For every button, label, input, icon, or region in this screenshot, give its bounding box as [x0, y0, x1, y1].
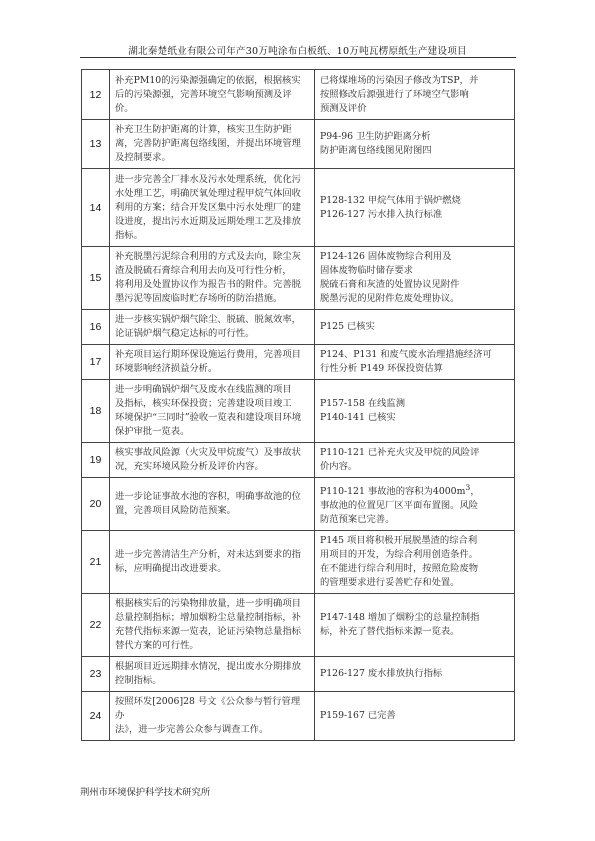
- response-line: 价内容。: [320, 461, 358, 472]
- requirement-line: 法》，进一步完善公众参与调查工作。: [115, 724, 269, 736]
- response-line: P147-148 增加了烟粉尘的总量控制指: [320, 612, 480, 624]
- response-line: P157-158 在线监测: [320, 398, 406, 409]
- row-number: 13: [82, 120, 110, 169]
- table-row: [82, 478, 515, 531]
- table-row: [82, 247, 515, 310]
- revision-response: [315, 247, 515, 310]
- response-line: 在不能进行综合利用时，按照危险废物: [320, 563, 479, 575]
- review-requirement: [110, 478, 315, 531]
- requirement-line: 进一步完善清洁生产分析，对未达到要求的指: [115, 549, 301, 561]
- table-row: [82, 169, 515, 247]
- requirement-line: 标，应明确提出改进要求。: [115, 563, 227, 575]
- response-line: P125 已核实: [320, 321, 375, 332]
- row-number: 12: [82, 70, 110, 120]
- response-line: P159-167 已完善: [320, 710, 396, 722]
- requirement-line: 补充项目运行期环保设施运行费用，完善项目: [115, 349, 301, 360]
- revision-response: [315, 345, 515, 380]
- review-requirement: [110, 247, 315, 310]
- revision-response: [315, 531, 515, 594]
- requirement-line: 充替代指标来源一览表，论证污染物总量指标: [115, 626, 301, 638]
- response-line: 行性分析 P149 环保投资估算: [320, 363, 443, 374]
- review-response-table: [81, 69, 515, 741]
- requirement-line: 按照环发[2006]28 号文《公众参与暂行管理办: [115, 696, 301, 722]
- response-line: P124、P131 和废气废水治理措施经济可: [320, 349, 492, 360]
- review-requirement: [110, 310, 315, 345]
- response-line: 事故池的位置见厂区平面布置图。风险: [320, 500, 479, 512]
- revision-response: [315, 310, 515, 345]
- row-number: 18: [82, 380, 110, 443]
- table-row: [82, 380, 515, 443]
- row-number: 16: [82, 310, 110, 345]
- revision-response: [315, 120, 515, 169]
- response-line: P126-127 污水排入执行标准: [320, 208, 443, 220]
- requirement-line: 补充脱墨污泥综合利用的方式及去向，除尘灰: [115, 251, 301, 262]
- review-requirement: [110, 70, 315, 120]
- table-row: [82, 657, 515, 692]
- requirement-line: 将利用及处置协议作为报告书的附件。完善脱: [115, 279, 301, 290]
- requirement-line: 环境影响经济损益分析。: [115, 363, 218, 374]
- row-number: 14: [82, 169, 110, 247]
- table-row: [82, 310, 515, 345]
- requirement-line: 控制指标。: [115, 675, 162, 687]
- row-number: 19: [82, 443, 110, 478]
- review-requirement: [110, 380, 315, 443]
- response-line: P110-121 已补充火灾及甲烷的风险评: [320, 447, 480, 458]
- response-line: 防护距离包络线图见附图四: [320, 145, 432, 156]
- requirement-line: 论证锅炉烟气稳定达标的可行性。: [115, 328, 255, 339]
- requirement-line: 补充卫生防护距离的计算，核实卫生防护距: [115, 124, 292, 135]
- response-line: 标，补充了替代指标来源一览表。: [320, 626, 460, 638]
- response-line: 的管理要求进行妥善贮存和处置。: [320, 577, 460, 589]
- requirement-line: 保护审批一览表。: [115, 426, 190, 437]
- response-line: P124-126 固体废物综合利用及: [320, 251, 452, 262]
- response-line: P128-132 甲烷气体用于锅炉燃烧: [320, 194, 461, 206]
- requirement-line: 设进度，提出污水近期及远期处理工艺及排放: [115, 215, 301, 227]
- table-row: [82, 345, 515, 380]
- requirement-line: 及控制要求。: [115, 152, 171, 163]
- review-requirement: [110, 594, 315, 657]
- response-line: 用项目的开发，为综合利用创造条件。: [320, 549, 479, 561]
- row-number: 22: [82, 594, 110, 657]
- revision-response: [315, 692, 515, 741]
- requirement-line: 进一步明确锅炉烟气及废水在线监测的项目: [115, 384, 292, 395]
- response-line: 已将煤堆场的污染因子修改为TSP，并: [320, 74, 479, 86]
- review-requirement: [110, 657, 315, 692]
- requirement-line: 核实事故风险源（火灾及甲烷废气）及事故状: [115, 447, 301, 458]
- requirement-line: 总量控制指标；增加烟粉尘总量控制指标，补: [115, 612, 301, 624]
- review-requirement: [110, 531, 315, 594]
- revision-response: [315, 478, 515, 531]
- requirement-line: 墨污泥等固废临时贮存场所的防治措施。: [115, 293, 283, 304]
- row-number: 21: [82, 531, 110, 594]
- revision-response: [315, 169, 515, 247]
- table-row: [82, 692, 515, 741]
- requirement-line: 及指标，核实环保投资；完善建设项目竣工: [115, 398, 292, 409]
- row-number: 15: [82, 247, 110, 310]
- requirement-line: 价。: [115, 102, 134, 114]
- revision-response: [315, 657, 515, 692]
- row-number: 20: [82, 478, 110, 531]
- response-line: 按照修改后源强进行了环境空气影响: [320, 88, 469, 100]
- requirement-line: 后的污染源强，完善环境空气影响预测及评: [115, 88, 292, 100]
- review-requirement: [110, 120, 315, 169]
- response-line: 脱硫石膏和灰渣的处置协议见附件: [320, 279, 460, 290]
- requirement-line: 根据项目近远期排水情况，提出废水分期排放: [115, 661, 301, 673]
- requirement-line: 进一步核实锅炉烟气除尘、脱硫、脱氮效率，: [115, 314, 301, 325]
- row-number: 23: [82, 657, 110, 692]
- revision-response: [315, 594, 515, 657]
- response-line: P145 项目将积极开展脱墨渣的综合利: [320, 535, 478, 547]
- header-divider: [80, 57, 516, 58]
- requirement-line: 进一步论证事故水池的容积，明确事故池的位: [115, 491, 301, 503]
- review-requirement: [110, 169, 315, 247]
- requirement-line: 水处理工艺，明确厌氧处理过程甲烷气体回收: [115, 187, 301, 199]
- table-row: [82, 531, 515, 594]
- table-row: [82, 70, 515, 120]
- response-line: P110-121 事故池的容积为$4000m^3$，: [320, 483, 480, 498]
- revision-response: [315, 70, 515, 120]
- review-requirement: [110, 345, 315, 380]
- requirement-line: 利用的方案；结合开发区集中污水处理厂的建: [115, 201, 301, 213]
- response-line: 脱墨污泥的见附件危废处理协议。: [320, 293, 460, 304]
- table-row: [82, 443, 515, 478]
- requirement-line: 环境保护“三同时”验收一览表和建设项目环境: [115, 412, 302, 423]
- row-number: 24: [82, 692, 110, 741]
- requirement-line: 进一步完善全厂排水及污水处理系统，优化污: [115, 173, 301, 185]
- requirement-line: 替代方案的可行性。: [115, 640, 199, 652]
- requirement-line: 置，完善项目风险防范预案。: [115, 505, 236, 517]
- revision-response: [315, 380, 515, 443]
- response-line: 固体废物临时储存要求: [320, 265, 413, 276]
- requirement-line: 补充PM10的污染源强确定的依据，根据核实: [115, 74, 301, 86]
- table-row: [82, 120, 515, 169]
- response-line: P126-127 废水排放执行指标: [320, 668, 443, 680]
- page-footer-org: 荆州市环境保护科学技术研究所: [80, 787, 211, 798]
- row-number: 17: [82, 345, 110, 380]
- requirement-line: 指标。: [115, 229, 143, 241]
- requirement-line: 况，充实环境风险分析及评价内容。: [115, 461, 264, 472]
- requirement-line: 渣及脱硫石膏综合利用去向及可行性分析，: [115, 265, 292, 276]
- requirement-line: 离，完善防护距离包络线图，并提出环境管理: [115, 138, 301, 149]
- revision-response: [315, 443, 515, 478]
- response-line: P140-141 已核实: [320, 412, 396, 423]
- page-header-title: 湖北秦楚纸业有限公司年产30万吨涂布白板纸、10万吨瓦楞原纸生产建设项目: [128, 46, 467, 57]
- review-requirement: [110, 443, 315, 478]
- review-requirement: [110, 692, 315, 741]
- requirement-line: 根据核实后的污染物排放量，进一步明确项目: [115, 598, 301, 610]
- response-line: 防范预案已完善。: [320, 514, 395, 526]
- response-line: P94-96 卫生防护距离分析: [320, 131, 431, 142]
- response-line: 预测及评价: [320, 102, 367, 114]
- table-row: [82, 594, 515, 657]
